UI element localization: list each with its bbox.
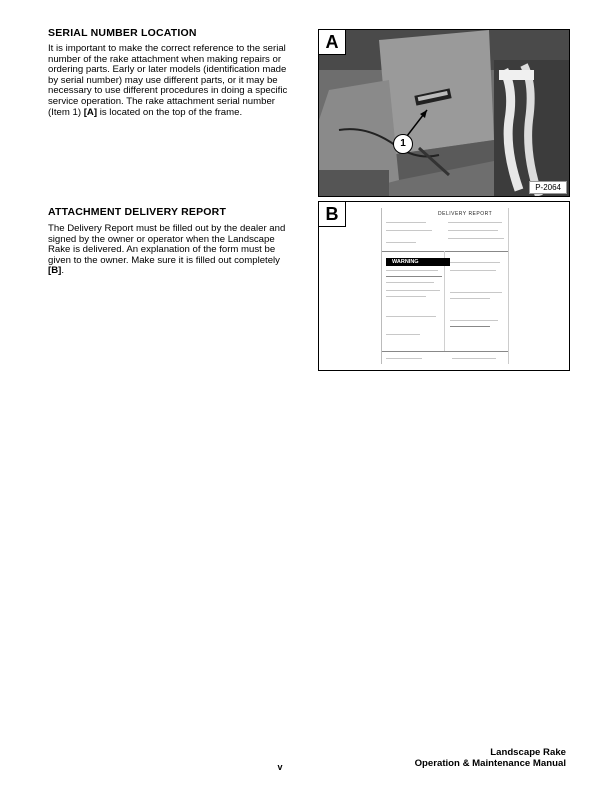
serial-number-text: It is important to make the correct reference to the serial number of the rake attachment when making repairs or ordering parts. Early or later models (identification made by serial number) may use different parts, or it may be necessary to use different procedures in doing a specific service operation. The rake attachment serial number (Item 1) bbox=[48, 43, 288, 118]
figure-a-photo bbox=[318, 29, 570, 197]
delivery-report-paragraph bbox=[48, 224, 296, 277]
delivery-report-form-title: DELIVERY REPORT bbox=[438, 211, 493, 217]
serial-number-heading: SERIAL NUMBER LOCATION bbox=[48, 27, 197, 39]
manual-title-line1: Landscape Rake bbox=[490, 747, 566, 758]
figure-b-tag: B bbox=[319, 202, 346, 227]
item-1-callout: 1 bbox=[393, 134, 413, 154]
delivery-report-heading: ATTACHMENT DELIVERY REPORT bbox=[48, 206, 227, 218]
delivery-report-text-end: . bbox=[61, 265, 64, 277]
manual-title-line2: Operation & Maintenance Manual bbox=[414, 758, 566, 769]
figure-b-reference: [B] bbox=[48, 265, 62, 277]
delivery-report-form bbox=[381, 208, 509, 364]
figure-b-form bbox=[318, 201, 570, 371]
photo-code: P-2064 bbox=[529, 181, 567, 194]
manual-title bbox=[415, 747, 566, 769]
warning-label: WARNING bbox=[386, 258, 450, 266]
serial-plate-photo-illustration bbox=[319, 30, 569, 196]
serial-number-paragraph bbox=[48, 44, 296, 118]
figure-a-reference: [A] bbox=[83, 106, 98, 118]
figure-a-tag: A bbox=[319, 30, 346, 55]
delivery-report-text: The Delivery Report must be filled out by the dealer and signed by the owner or operator when the Landscape Rake is delivered. An explanation of the form must be given to the owner. Make sure it is filled out completely bbox=[48, 223, 286, 266]
page-number: v bbox=[277, 762, 283, 772]
serial-number-text-end: is located on the top of the frame. bbox=[97, 106, 243, 118]
